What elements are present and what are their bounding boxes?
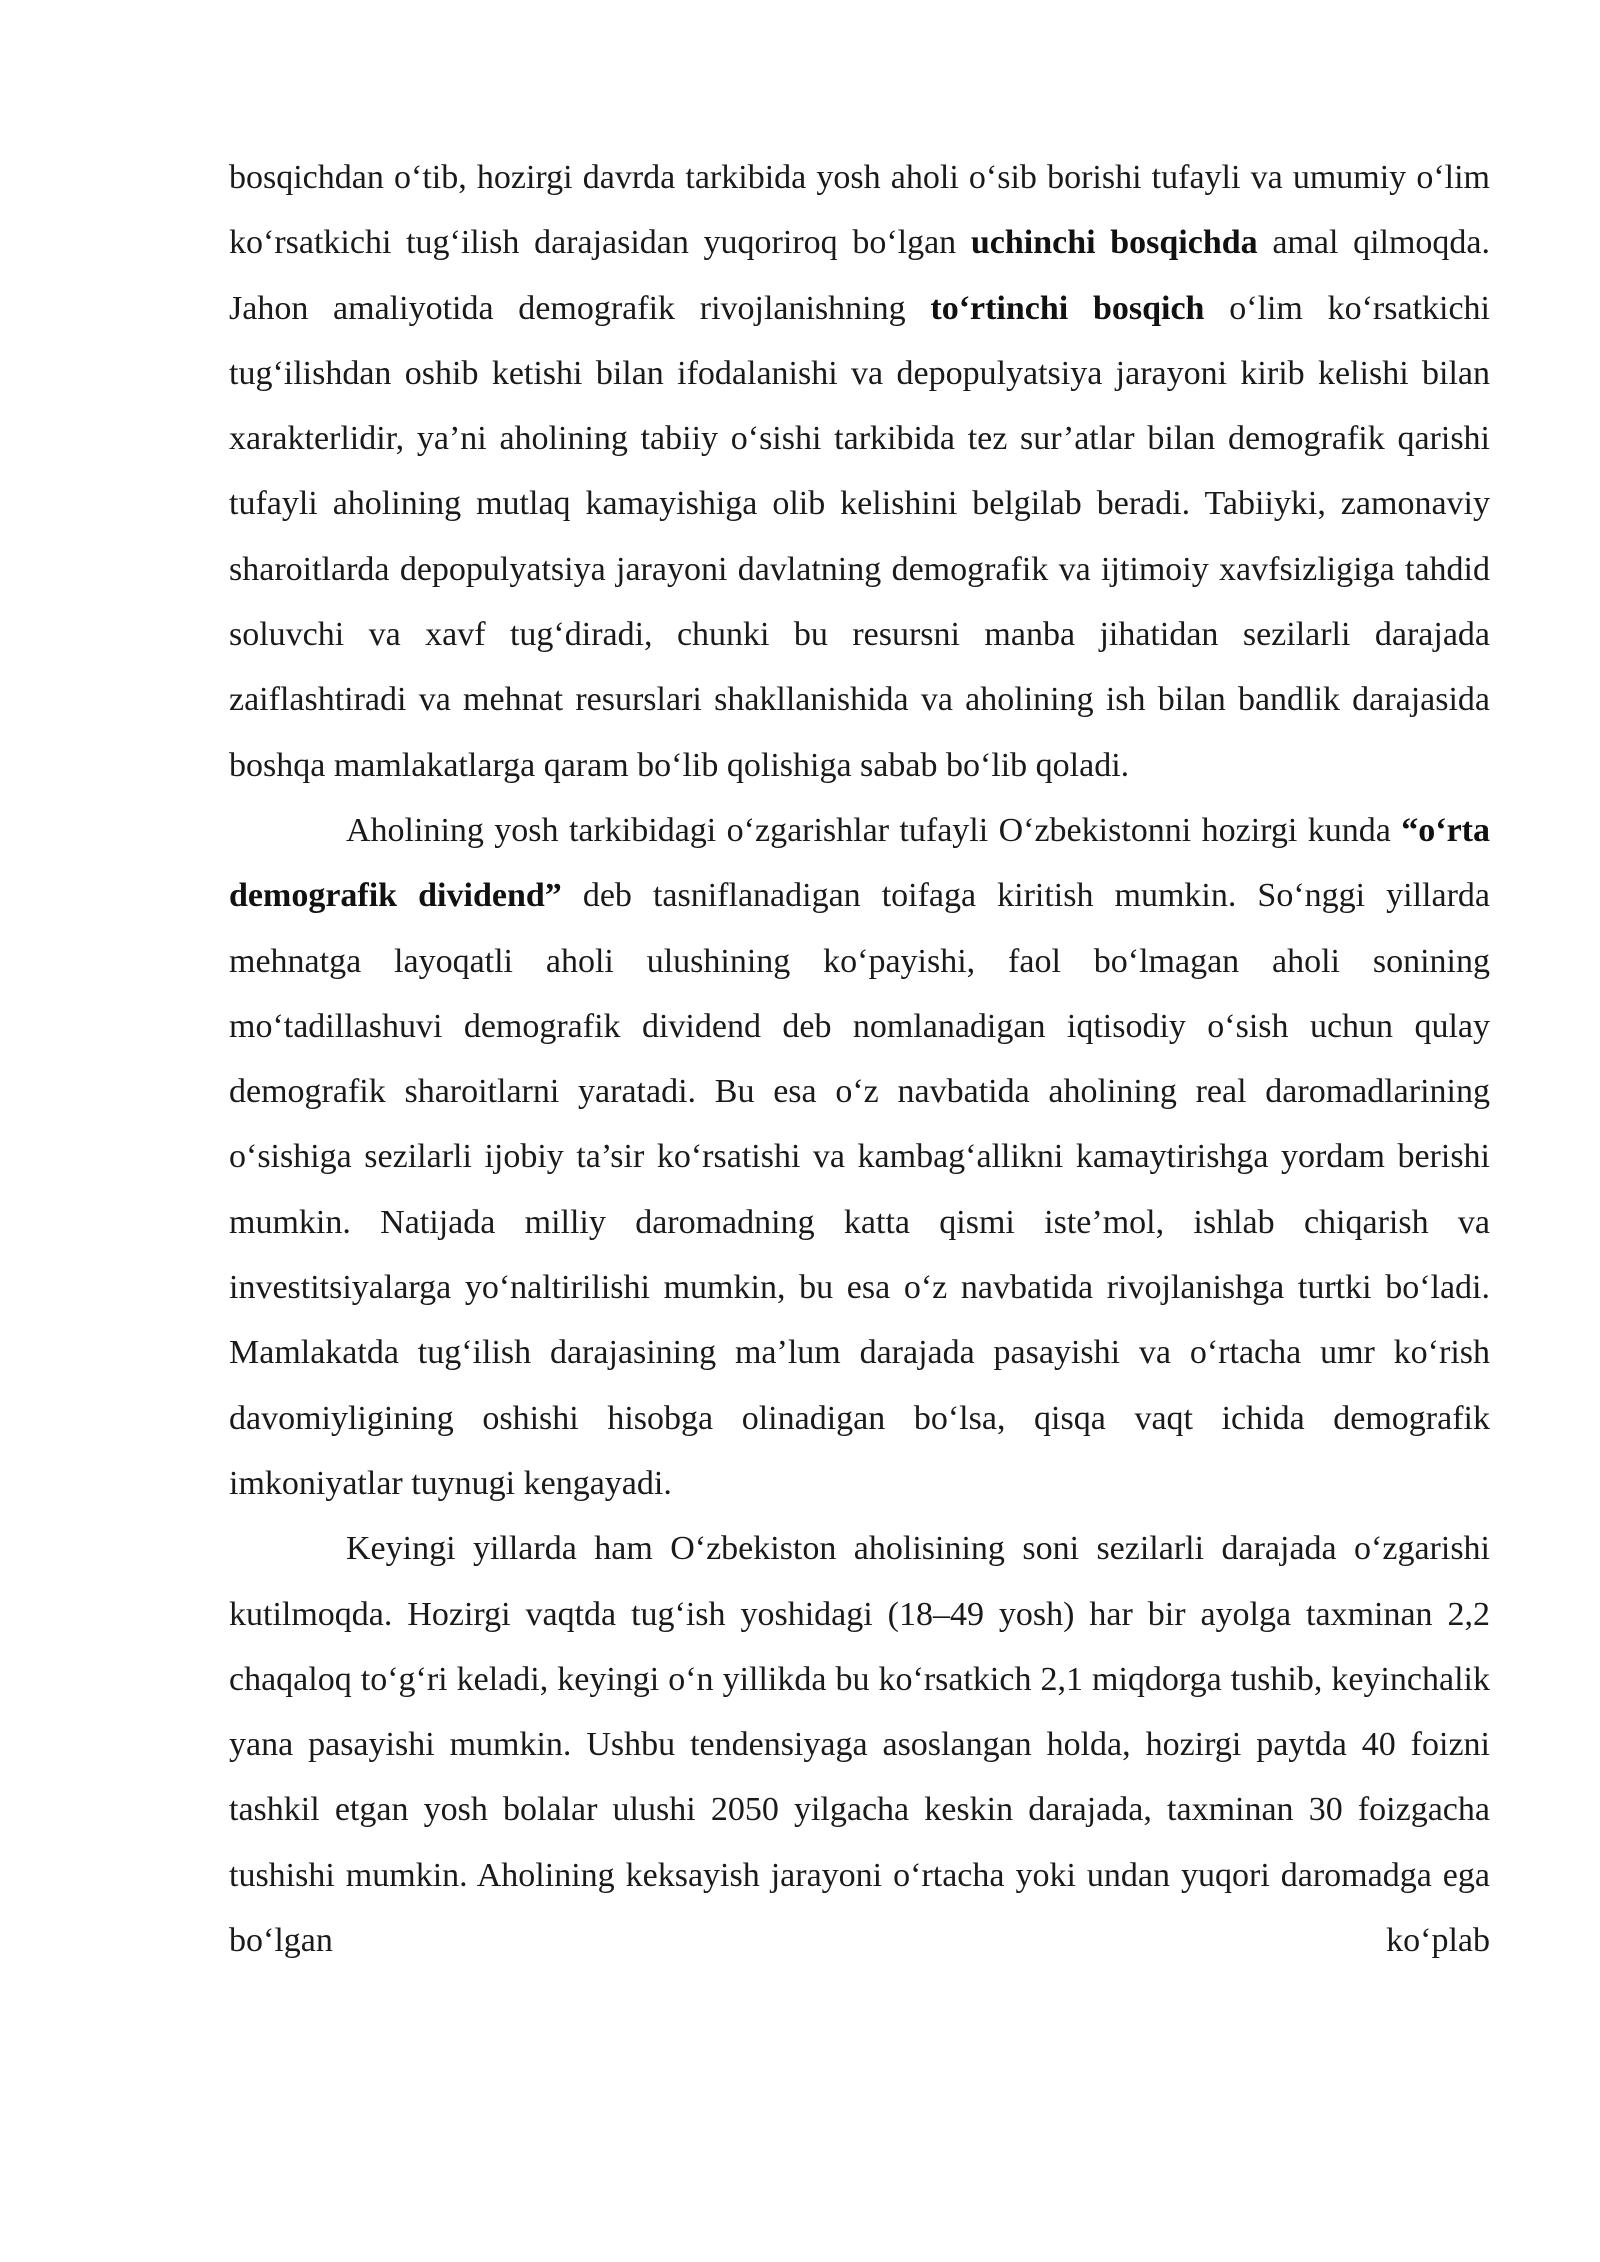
text-span: o‘lim ko‘rsatkichi tug‘ilishdan oshib ketishi bilan ifodalanishi va depopulyatsiya jarayoni kirib kelishi bilan xarakterlidir, ya’ni aholining tabiiy o‘sishi tarkibida tez sur’atlar bilan demografik qarishi tufayli aholining mutlaq kamayishiga olib kelishini belgilab beradi. Tabiiyki, zamonaviy sharoitlarda depopulyatsiya jarayoni davlatning demografik va ijtimoiy xavfsizligiga tahdid soluvchi va xavf tug‘diradi, chunki bu resursni manba jihatidan sezilarli darajada zaiflashtiradi va mehnat resurslari shakllanishida va aholining ish bilan bandlik darajasida boshqa mamlakatlarga qaram bo‘lib qolishiga sabab bo‘lib qoladi. bbox=[229, 289, 1490, 784]
bold-term: uchinchi bosqichda bbox=[970, 224, 1258, 262]
text-span: deb tasniflanadigan toifaga kiritish mumkin. So‘nggi yillarda mehnatga layoqatli aholi ulushining ko‘payishi, faol bo‘lmagan aholi sonining mo‘tadillashuvi demografik dividend deb nomlanadigan iqtisodiy o‘sish uchun qulay demografik sharoitlarni yaratadi. Bu esa o‘z navbatida aholining real daromadlarining o‘sishiga sezilarli ijobiy ta’sir ko‘rsatishi va kambag‘allikni kamaytirishga yordam berishi mumkin. Natijada milliy daromadning katta qismi iste’mol, ishlab chiqarish va investitsiyalarga yo‘naltirilishi mumkin, bu esa o‘z navbatida rivojlanishga turtki bo‘ladi. Mamlakatda tug‘ilish darajasining ma’lum darajada pasayishi va o‘rtacha umr ko‘rish davomiyligining oshishi hisobga olinadigan bo‘lsa, qisqa vaqt ichida demografik imkoniyatlar tuynugi kengayadi. bbox=[229, 877, 1490, 1502]
document-page bbox=[229, 145, 1490, 1973]
paragraph-1 bbox=[229, 145, 1490, 798]
paragraph-2 bbox=[229, 798, 1490, 1516]
text-span: Keyingi yillarda ham O‘zbekiston aholisining soni sezilarli darajada o‘zgarishi kutilmoqda. Hozirgi vaqtda tug‘ish yoshidagi (18–49 yosh) har bir ayolga taxminan 2,2 chaqaloq to‘g‘ri keladi, keyingi o‘n yillikda bu ko‘rsatkich 2,1 miqdorga tushib, keyinchalik yana pasayishi mumkin. Ushbu tendensiyaga asoslangan holda, hozirgi paytda 40 foizni tashkil etgan yosh bolalar ulushi 2050 yilgacha keskin darajada, taxminan 30 foizgacha tushishi mumkin. Aholining keksayish jarayoni o‘rtacha yoki undan yuqori daromadga ega bo‘lgan ko‘plab bbox=[229, 1530, 1490, 1960]
bold-term: to‘rtinchi bosqich bbox=[930, 289, 1205, 327]
bold-term: “o‘rta demografik dividend” bbox=[229, 811, 1490, 915]
text-span: bosqichdan o‘tib, hozirgi davrda tarkibida yosh aholi o‘sib borishi tufayli va umumiy o‘lim ko‘rsatkichi tug‘ilish darajasidan yuqoriroq bo‘lgan bbox=[229, 159, 1490, 262]
text-span: amal qilmoqda. Jahon amaliyotida demografik rivojlanishning bbox=[229, 224, 1490, 327]
text-span: Aholining yosh tarkibidagi o‘zgarishlar tufayli O‘zbekistonni hozirgi kunda bbox=[346, 811, 1402, 849]
paragraph-3 bbox=[229, 1516, 1490, 1973]
